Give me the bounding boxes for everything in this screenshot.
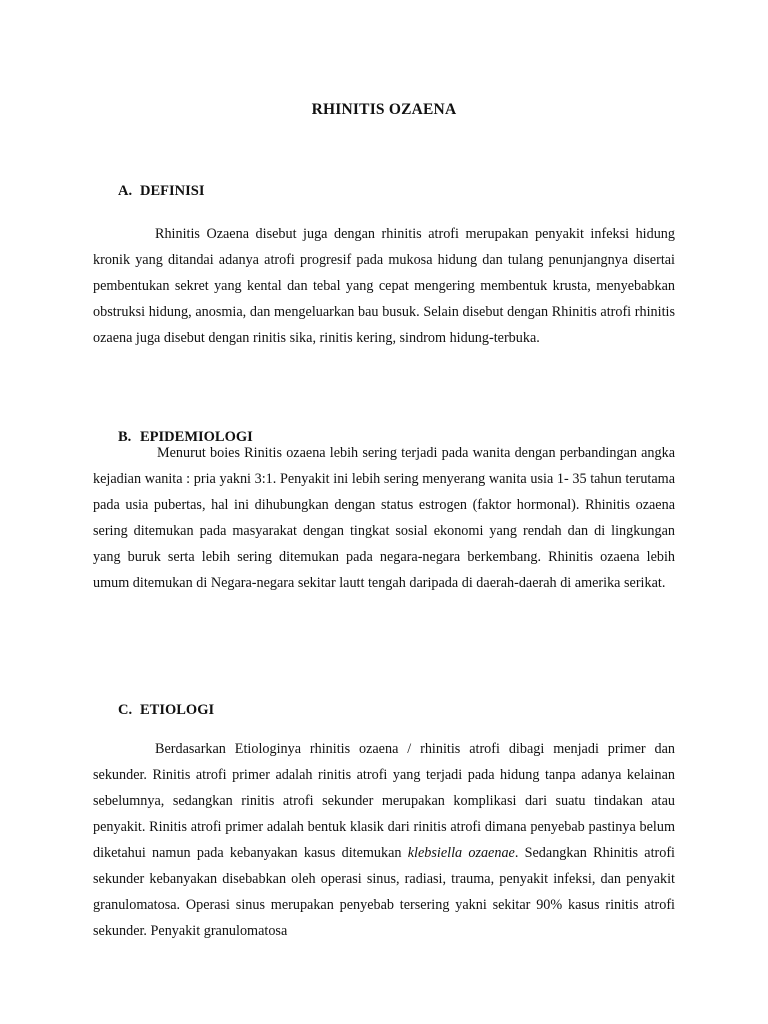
section-letter: B. xyxy=(118,429,132,445)
document-title: RHINITIS OZAENA xyxy=(311,101,457,118)
section-heading-etiologi xyxy=(118,702,214,719)
paragraph-etiologi xyxy=(93,736,675,944)
section-heading-text: DEFINISI xyxy=(140,183,205,199)
section-heading-definisi xyxy=(118,183,204,200)
italic-term: klebsiella ozaenae xyxy=(407,845,515,861)
paragraph-definisi: Rhinitis Ozaena disebut juga dengan rhinitis atrofi merupakan penyakit infeksi hidung kronik yang ditandai adanya atrofi progresif pada mukosa hidung dan tulang penunjangnya disertai pembentukan sekret yang kental dan tebal yang cepat mengering membentuk krusta, menyebabkan obstruksi hidung, anosmia, dan mengeluarkan bau busuk. Selain disebut dengan Rhinitis atrofi rhinitis ozaena juga disebut dengan rinitis sika, rinitis kering, sindrom hidung-terbuka. xyxy=(93,226,675,346)
section-letter: C. xyxy=(118,702,133,718)
paragraph-text: Berdasarkan Etiologinya rhinitis ozaena / rhinitis atrofi dibagi menjadi primer dan sekunder. Rinitis atrofi primer adalah rinitis atrofi yang terjadi pada hidung tanpa adanya kelainan sebelumnya, sedangkan rinitis atrofi sekunder merupakan komplikasi dari suatu tindakan atau penyakit. Rinitis atrofi primer adalah bentuk klasik dari rinitis atrofi dimana penyebab pastinya belum diketahui namun pada kebanyakan kasus ditemukan xyxy=(93,741,675,861)
section-heading-text: EPIDEMIOLOGI xyxy=(140,429,253,445)
paragraph-epidemiologi: Menurut boies Rinitis ozaena lebih sering terjadi pada wanita dengan perbandingan angka kejadian wanita : pria yakni 3:1. Penyakit ini lebih sering menyerang wanita usia 1- 35 tahun terutama pada usia pubertas, hal ini dihubungkan dengan status estrogen (faktor hormonal). Rhinitis ozaena sering ditemukan pada masyarakat dengan tingkat sosial ekonomi yang rendah dan di lingkungan yang buruk serta lebih sering ditemukan pada negara-negara berkembang. Rhinitis ozaena lebih umum ditemukan di Negara-negara sekitar lautt tengah daripada di daerah-daerah di amerika serikat. xyxy=(93,445,675,591)
section-letter: A. xyxy=(118,183,133,199)
paragraph-text: . Sedangkan Rhinitis atrofi sekunder kebanyakan disebabkan oleh operasi sinus, radiasi, trauma, penyakit infeksi, dan penyakit granulomatosa. Operasi sinus merupakan penyebab tersering yakni sekitar 90% kasus rinitis atrofi sekunder. Penyakit granulomatosa xyxy=(93,845,675,939)
section-heading-text: ETIOLOGI xyxy=(140,702,215,718)
